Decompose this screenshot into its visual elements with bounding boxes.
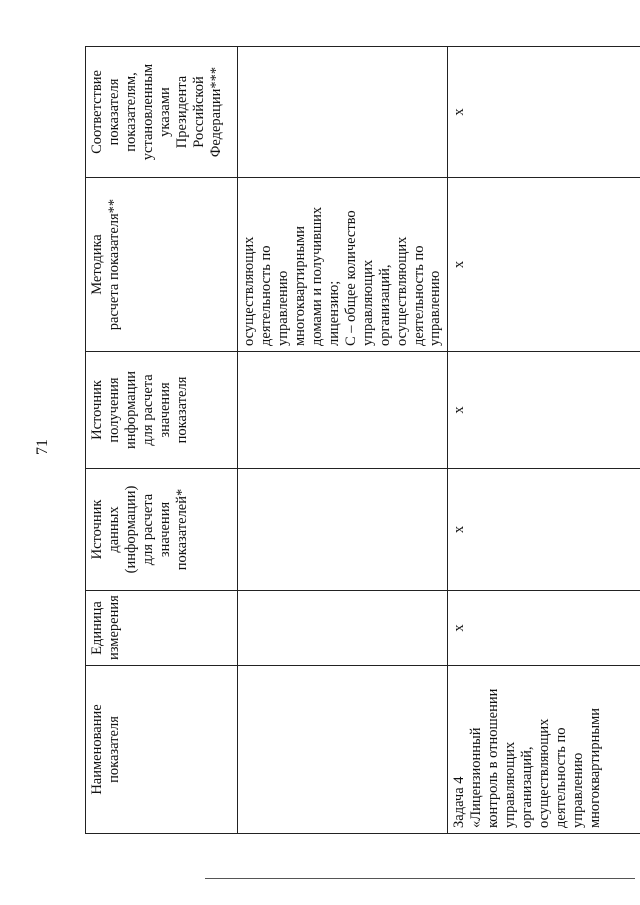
- header-method: Методика расчета показателя**: [86, 178, 238, 352]
- header-compliance: Соответствие показателя показателям, установленным указами Президента Российской Федерации***: [86, 47, 238, 178]
- indicator-table-container: [85, 47, 640, 834]
- continuation-method: осуществляющих деятельность по управлению многоквартирными домами и получивших лицензию; С – общее количество управляющих организаций, осуществляющих деятельность по управлению: [238, 178, 448, 352]
- header-data-source: Источник данных (информации) для расчета значения показателей*: [86, 469, 238, 591]
- header-unit: Единица измерения: [86, 591, 238, 666]
- task-row: [448, 47, 640, 834]
- task-compliance: х: [448, 47, 640, 178]
- continuation-info-source: [238, 352, 448, 469]
- continuation-data-source: [238, 469, 448, 591]
- continuation-name: [238, 666, 448, 834]
- header-row: [86, 47, 238, 834]
- footer-rule: [205, 878, 635, 879]
- task-info-source: х: [448, 352, 640, 469]
- task-unit: х: [448, 591, 640, 666]
- indicator-table: [85, 46, 640, 834]
- cont-row: [238, 47, 448, 834]
- continuation-unit: [238, 591, 448, 666]
- page-number: 71: [34, 439, 51, 455]
- continuation-compliance: [238, 47, 448, 178]
- header-name: Наименование показателя: [86, 666, 238, 834]
- task-data-source: х: [448, 469, 640, 591]
- task-name: Задача 4 «Лицензионный контроль в отношении управляющих организаций, осуществляющих деятельность по управлению многоквартирными: [448, 666, 640, 834]
- task-method: х: [448, 178, 640, 352]
- header-info-source: Источник получения информации для расчета значения показателя: [86, 352, 238, 469]
